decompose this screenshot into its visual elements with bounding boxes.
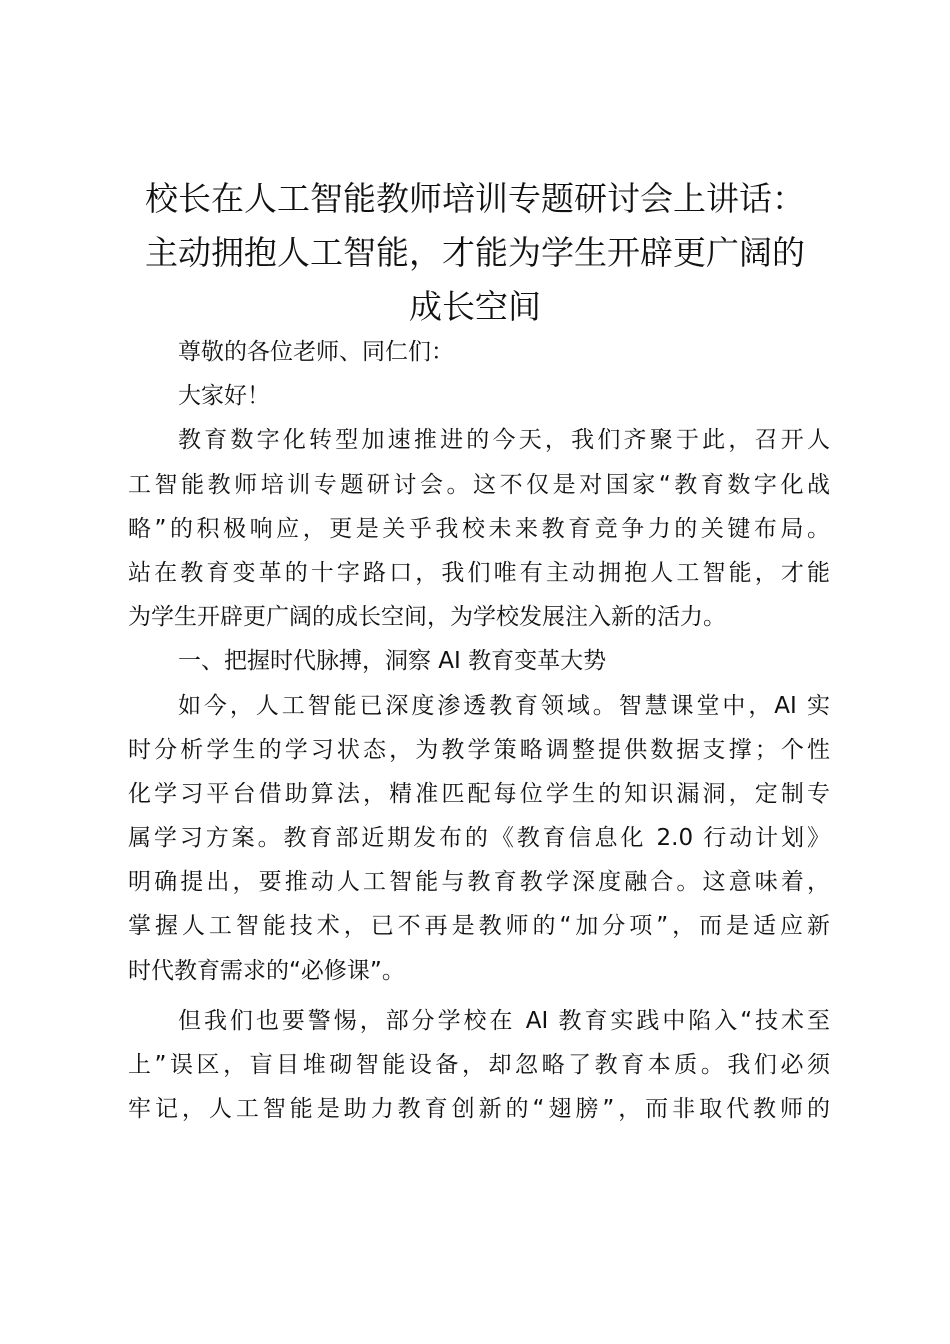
greeting-text: 大家好！ <box>178 383 270 410</box>
paragraph-line: 属学习方案。教育部近期发布的《教育信息化 2.0 行动计划》 <box>128 825 830 852</box>
section-paragraph <box>128 684 830 993</box>
paragraph-line: 为学生开辟更广阔的成长空间，为学校发展注入新的活力。 <box>128 604 726 631</box>
paragraph-line: 教育数字化转型加速推进的今天，我们齐聚于此，召开人 <box>178 427 830 454</box>
paragraph-line: 掌握人工智能技术，已不再是教师的“加分项”，而是适应新 <box>128 913 830 940</box>
paragraph-line: 化学习平台借助算法，精准匹配每位学生的知识漏洞，定制专 <box>128 780 830 807</box>
paragraph-line: 如今，人工智能已深度渗透教育领域。智慧课堂中，AI 实 <box>178 692 830 719</box>
paragraph-line: 时代教育需求的“必修课”。 <box>128 957 405 984</box>
document-body <box>128 330 830 1131</box>
paragraph-line: 时分析学生的学习状态，为教学策略调整提供数据支撑；个性 <box>128 736 830 763</box>
greeting <box>128 374 830 418</box>
paragraph-line: 略”的积极响应，更是关乎我校未来教育竞争力的关键布局。 <box>128 515 830 542</box>
section-paragraph <box>128 999 830 1132</box>
paragraph-line: 上”误区，盲目堆砌智能设备，却忽略了教育本质。我们必须 <box>128 1052 830 1078</box>
document-title <box>120 172 830 334</box>
paragraph-line: 站在教育变革的十字路口，我们唯有主动拥抱人工智能，才能 <box>128 559 830 586</box>
paragraph-line: 但我们也要警惕，部分学校在 AI 教育实践中陷入“技术至 <box>178 1007 830 1034</box>
paragraph-line: 明确提出，要推动人工智能与教育教学深度融合。这意味着， <box>128 869 830 896</box>
title-line-2: 主动拥抱人工智能，才能为学生开辟更广阔的 <box>145 233 805 272</box>
title-line-1: 校长在人工智能教师培训专题研讨会上讲话： <box>145 179 805 218</box>
intro-paragraph <box>128 418 830 639</box>
section-heading <box>128 639 830 683</box>
section-heading-text: 一、把握时代脉搏，洞察 AI 教育变革大势 <box>178 648 607 675</box>
salutation-text: 尊敬的各位老师、同仁们： <box>178 339 454 365</box>
title-line-3: 成长空间 <box>409 287 541 326</box>
paragraph-line: 工智能教师培训专题研讨会。这不仅是对国家“教育数字化战 <box>128 471 830 498</box>
paragraph-line: 牢记，人工智能是助力教育创新的“翅膀”，而非取代教师的 <box>128 1096 830 1123</box>
salutation <box>128 330 830 374</box>
